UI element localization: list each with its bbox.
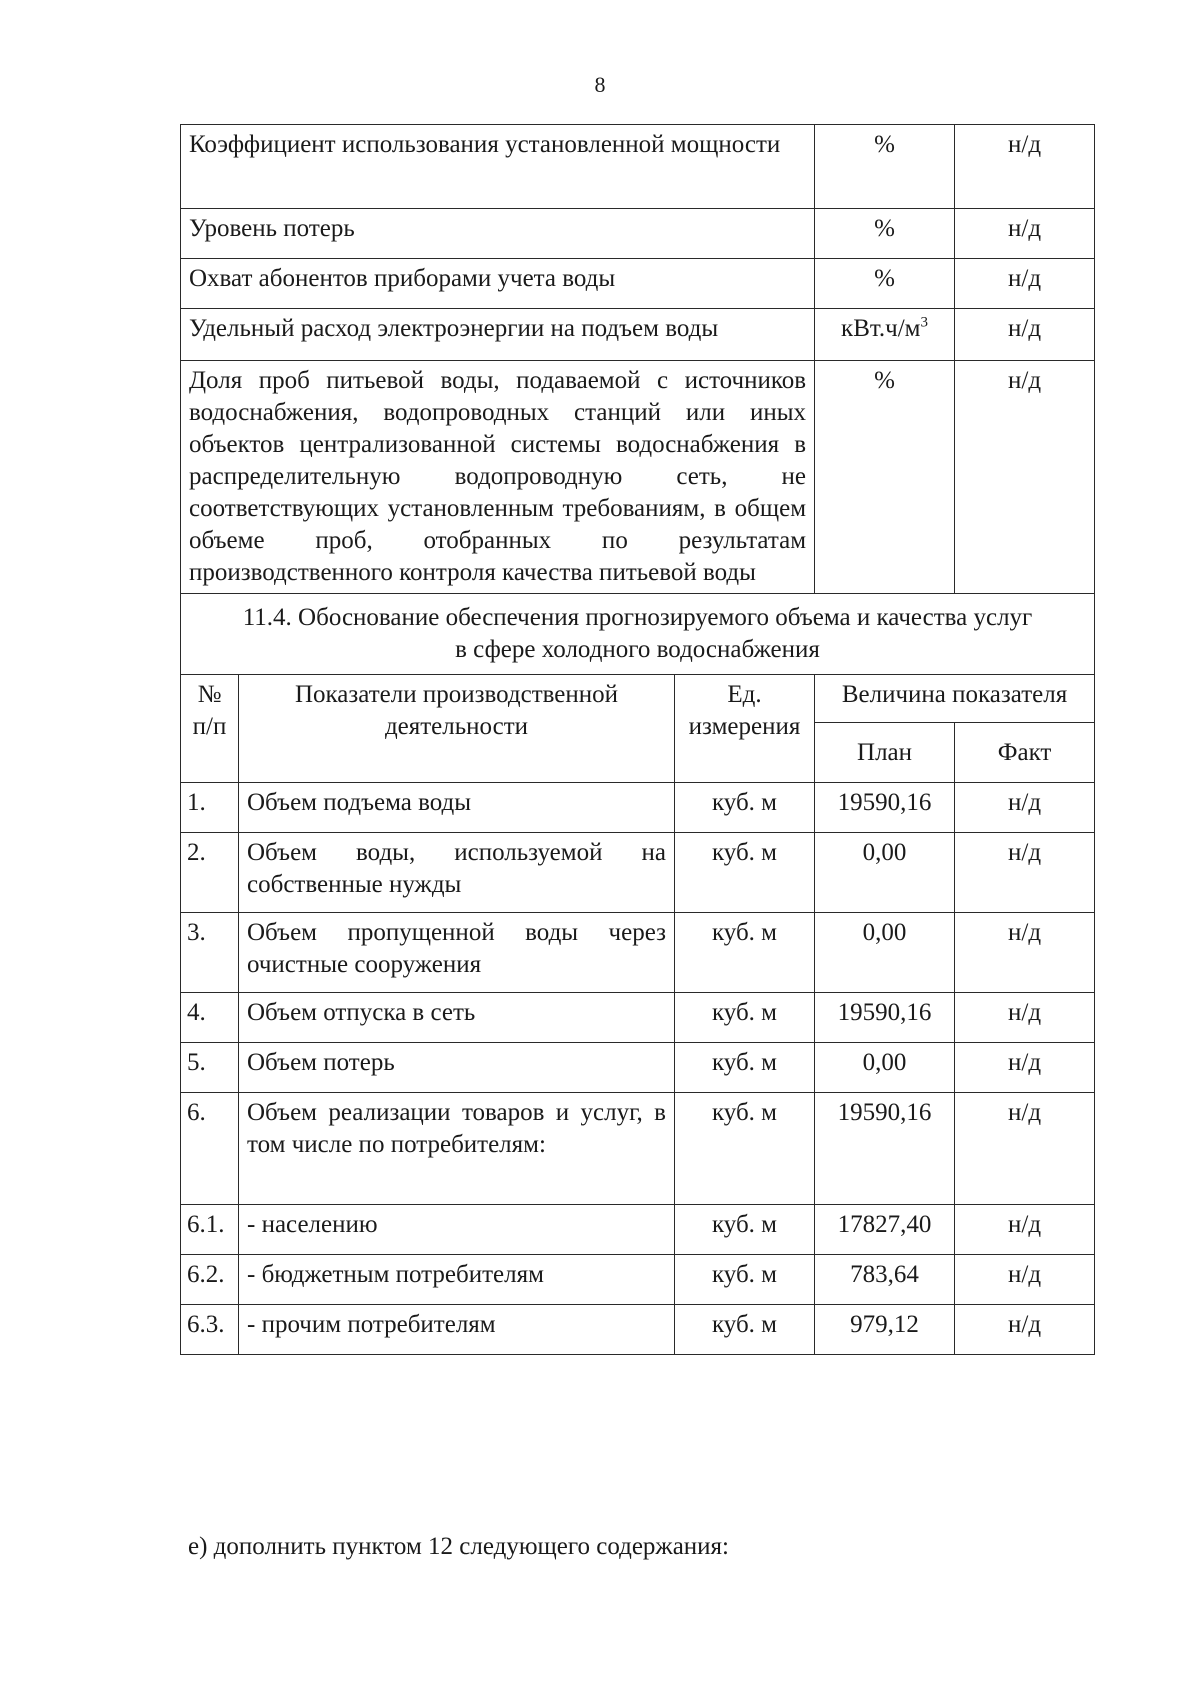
- row-fact: н/д: [955, 1305, 1095, 1355]
- header-indicator: Показатели производственной деятельности: [239, 675, 675, 783]
- row-unit: куб. м: [675, 783, 815, 833]
- table-row: [181, 1043, 1095, 1093]
- row-indicator: Объем пропущенной воды через очистные сооружения: [239, 913, 675, 993]
- row-indicator: - бюджетным потребителям: [239, 1255, 675, 1305]
- row-plan: 17827,40: [815, 1205, 955, 1255]
- table-row: [181, 913, 1095, 993]
- row-fact: н/д: [955, 1093, 1095, 1205]
- row-plan: 979,12: [815, 1305, 955, 1355]
- indicator-unit: $кВт.ч/м^3$: [815, 309, 955, 361]
- row-num: 6.: [181, 1093, 239, 1205]
- indicator-value: н/д: [955, 209, 1095, 259]
- row-plan: 19590,16: [815, 1093, 955, 1205]
- indicator-label: Коэффициент использования установленной мощности: [181, 125, 815, 209]
- row-indicator: - населению: [239, 1205, 675, 1255]
- header-fact: Факт: [955, 723, 1095, 783]
- amendment-text: е) дополнить пунктом 12 следующего содержания:: [188, 1533, 729, 1560]
- table-header-row: [181, 675, 1095, 723]
- table-row: [181, 1255, 1095, 1305]
- row-num: 3.: [181, 913, 239, 993]
- row-indicator: Объем воды, используемой на собственные нужды: [239, 833, 675, 913]
- indicator-value: н/д: [955, 309, 1095, 361]
- indicator-unit: %: [815, 361, 955, 594]
- table-row: [181, 993, 1095, 1043]
- row-unit: куб. м: [675, 1205, 815, 1255]
- row-plan: 19590,16: [815, 783, 955, 833]
- row-fact: н/д: [955, 1255, 1095, 1305]
- row-unit: куб. м: [675, 913, 815, 993]
- row-num: 6.1.: [181, 1205, 239, 1255]
- indicator-row: [181, 259, 1095, 309]
- indicator-unit: %: [815, 259, 955, 309]
- header-num: № п/п: [181, 675, 239, 783]
- table-row: [181, 833, 1095, 913]
- indicator-label: Уровень потерь: [181, 209, 815, 259]
- indicator-label: Охват абонентов приборами учета воды: [181, 259, 815, 309]
- table-row: [181, 1305, 1095, 1355]
- indicator-row: [181, 309, 1095, 361]
- indicator-label: Удельный расход электроэнергии на подъем воды: [181, 309, 815, 361]
- row-unit: куб. м: [675, 1093, 815, 1205]
- header-unit: Ед. измерения: [675, 675, 815, 783]
- header-value-group: Величина показателя: [815, 675, 1095, 723]
- row-unit: куб. м: [675, 833, 815, 913]
- indicator-row: [181, 125, 1095, 209]
- row-num: 4.: [181, 993, 239, 1043]
- section-heading-row: [181, 594, 1095, 675]
- indicator-unit: %: [815, 209, 955, 259]
- indicator-value: н/д: [955, 125, 1095, 209]
- indicator-label: Доля проб питьевой воды, подаваемой с источников водоснабжения, водопроводных станций или иных объектов централизованной системы водоснабжения в распределительную водопроводную сеть, не соответствующих установленным требованиям, в общем объеме проб, отобранных по результатам производственного контроля качества питьевой воды: [181, 361, 815, 594]
- table-row: [181, 1093, 1095, 1205]
- row-indicator: Объем подъема воды: [239, 783, 675, 833]
- page-number: 8: [594, 72, 606, 97]
- row-indicator: Объем реализации товаров и услуг, в том числе по потребителям:: [239, 1093, 675, 1205]
- row-plan: 0,00: [815, 833, 955, 913]
- indicator-unit: %: [815, 125, 955, 209]
- row-indicator: Объем потерь: [239, 1043, 675, 1093]
- row-plan: 783,64: [815, 1255, 955, 1305]
- section-title-line-2: в сфере холодного водоснабжения: [455, 636, 820, 663]
- section-heading: [181, 594, 1095, 675]
- section-title-line-1: 11.4. Обоснование обеспечения прогнозируемого объема и качества услуг: [242, 604, 1033, 631]
- row-num: 6.2.: [181, 1255, 239, 1305]
- row-plan: 19590,16: [815, 993, 955, 1043]
- row-fact: н/д: [955, 993, 1095, 1043]
- row-num: 2.: [181, 833, 239, 913]
- indicator-row: [181, 361, 1095, 594]
- row-num: 6.3.: [181, 1305, 239, 1355]
- row-unit: куб. м: [675, 1305, 815, 1355]
- header-plan: План: [815, 723, 955, 783]
- row-indicator: Объем отпуска в сеть: [239, 993, 675, 1043]
- table-row: [181, 783, 1095, 833]
- row-fact: н/д: [955, 1205, 1095, 1255]
- row-plan: 0,00: [815, 913, 955, 993]
- row-fact: н/д: [955, 833, 1095, 913]
- row-num: 1.: [181, 783, 239, 833]
- indicator-row: [181, 209, 1095, 259]
- row-plan: 0,00: [815, 1043, 955, 1093]
- row-indicator: - прочим потребителям: [239, 1305, 675, 1355]
- indicator-value: н/д: [955, 361, 1095, 594]
- indicators-table: [180, 124, 1095, 1355]
- row-fact: н/д: [955, 1043, 1095, 1093]
- row-unit: куб. м: [675, 993, 815, 1043]
- row-num: 5.: [181, 1043, 239, 1093]
- row-fact: н/д: [955, 783, 1095, 833]
- row-unit: куб. м: [675, 1043, 815, 1093]
- indicator-value: н/д: [955, 259, 1095, 309]
- table-row: [181, 1205, 1095, 1255]
- row-unit: куб. м: [675, 1255, 815, 1305]
- row-fact: н/д: [955, 913, 1095, 993]
